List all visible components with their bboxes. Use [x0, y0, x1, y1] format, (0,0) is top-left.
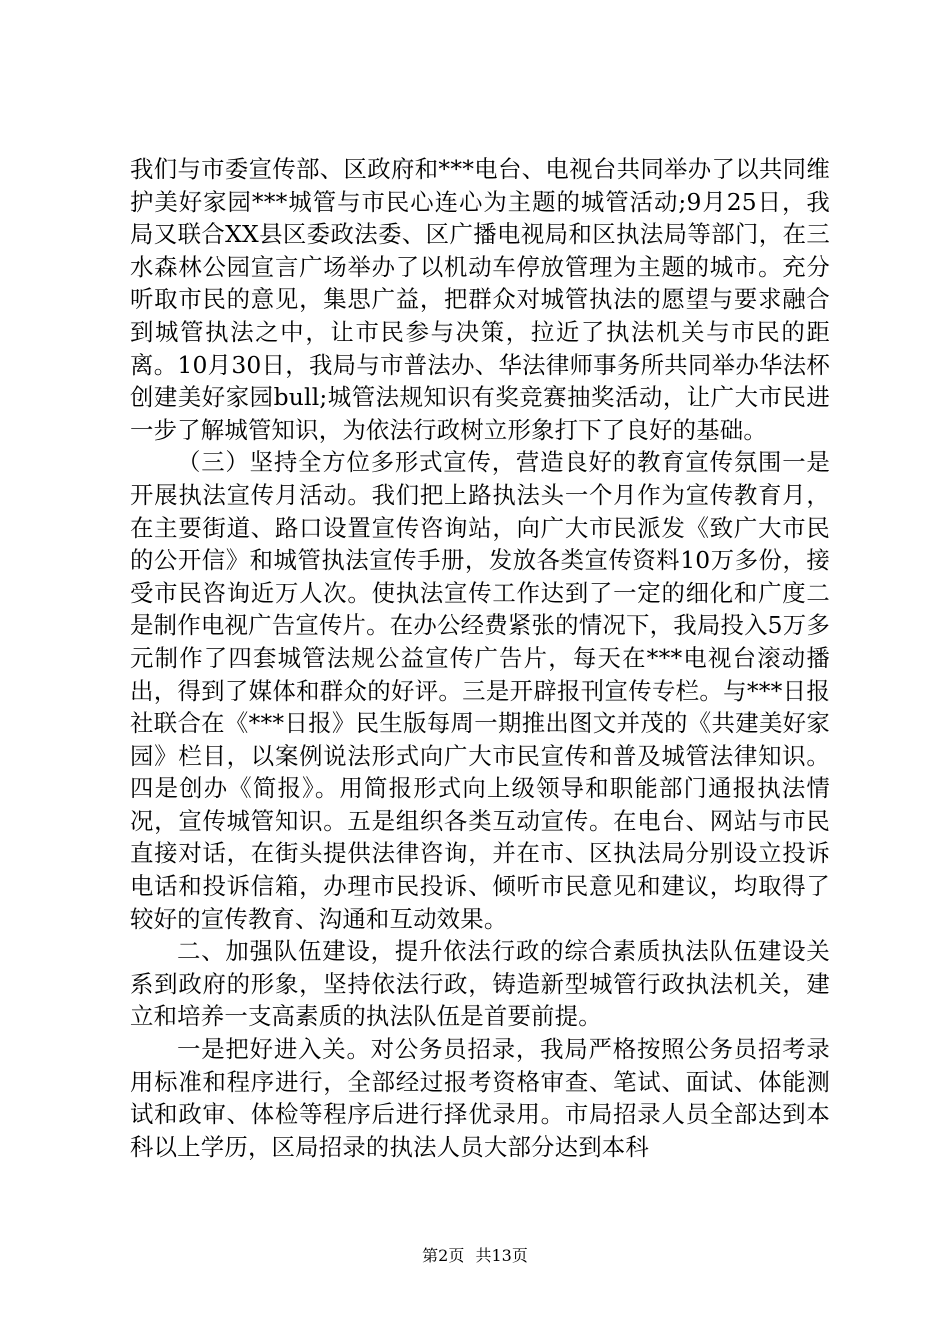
page-footer	[0, 1246, 950, 1266]
page-number: 第2页	[422, 1246, 465, 1265]
paragraph-2: （三）坚持全方位多形式宣传，营造良好的教育宣传氛围一是开展执法宣传月活动。我们把上路执法头一个月作为宣传教育月，在主要街道、路口设置宣传咨询站，向广大市民派发《致广大市民的公开信》和城管执法宣传手册，发放各类宣传资料10万多份，接受市民咨询近万人次。使执法宣传工作达到了一定的细化和广度二是制作电视广告宣传片。在办公经费紧张的情况下，我局投入5万多元制作了四套城管法规公益宣传广告片，每天在***电视台滚动播出，得到了媒体和群众的好评。三是开辟报刊宣传专栏。与***日报社联合在《***日报》民生版每周一期推出图文并茂的《共建美好家园》栏目，以案例说法形式向广大市民宣传和普及城管法律知识。四是创办《简报》。用简报形式向上级领导和职能部门通报执法情况，宣传城管知识。五是组织各类互动宣传。在电台、网站与市民直接对话，在街头提供法律咨询，并在市、区执法局分别设立投诉电话和投诉信箱，办理市民投诉、倾听市民意见和建议，均取得了较好的宣传教育、沟通和互动效果。	[130, 448, 830, 933]
document-body	[130, 153, 830, 1163]
paragraph-1: 我们与市委宣传部、区政府和***电台、电视台共同举办了以共同维护美好家园***城管与市民心连心为主题的城管活动;9月25日，我局又联合XX县区委政法委、区广播电视局和区执法局等部门，在三水森林公园宣言广场举办了以机动车停放管理为主题的城市。充分听取市民的意见，集思广益，把群众对城管执法的愿望与要求融合到城管执法之中，让市民参与决策，拉近了执法机关与市民的距离。10月30日，我局与市普法办、华法律师事务所共同举办华法杯创建美好家园bull;城管法规知识有奖竞赛抽奖活动，让广大市民进一步了解城管知识，为依法行政树立形象打下了良好的基础。	[130, 155, 830, 444]
page-total: 共13页	[475, 1246, 528, 1265]
paragraph-3: 二、加强队伍建设，提升依法行政的综合素质执法队伍建设关系到政府的形象，坚持依法行政，铸造新型城管行政执法机关，建立和培养一支高素质的执法队伍是首要前提。	[130, 937, 830, 1031]
paragraph-4: 一是把好进入关。对公务员招录，我局严格按照公务员招考录用标准和程序进行，全部经过报考资格审查、笔试、面试、体能测试和政审、体检等程序后进行择优录用。市局招录人员全部达到本科以上学历，区局招录的执法人员大部分达到本科	[130, 1035, 830, 1161]
